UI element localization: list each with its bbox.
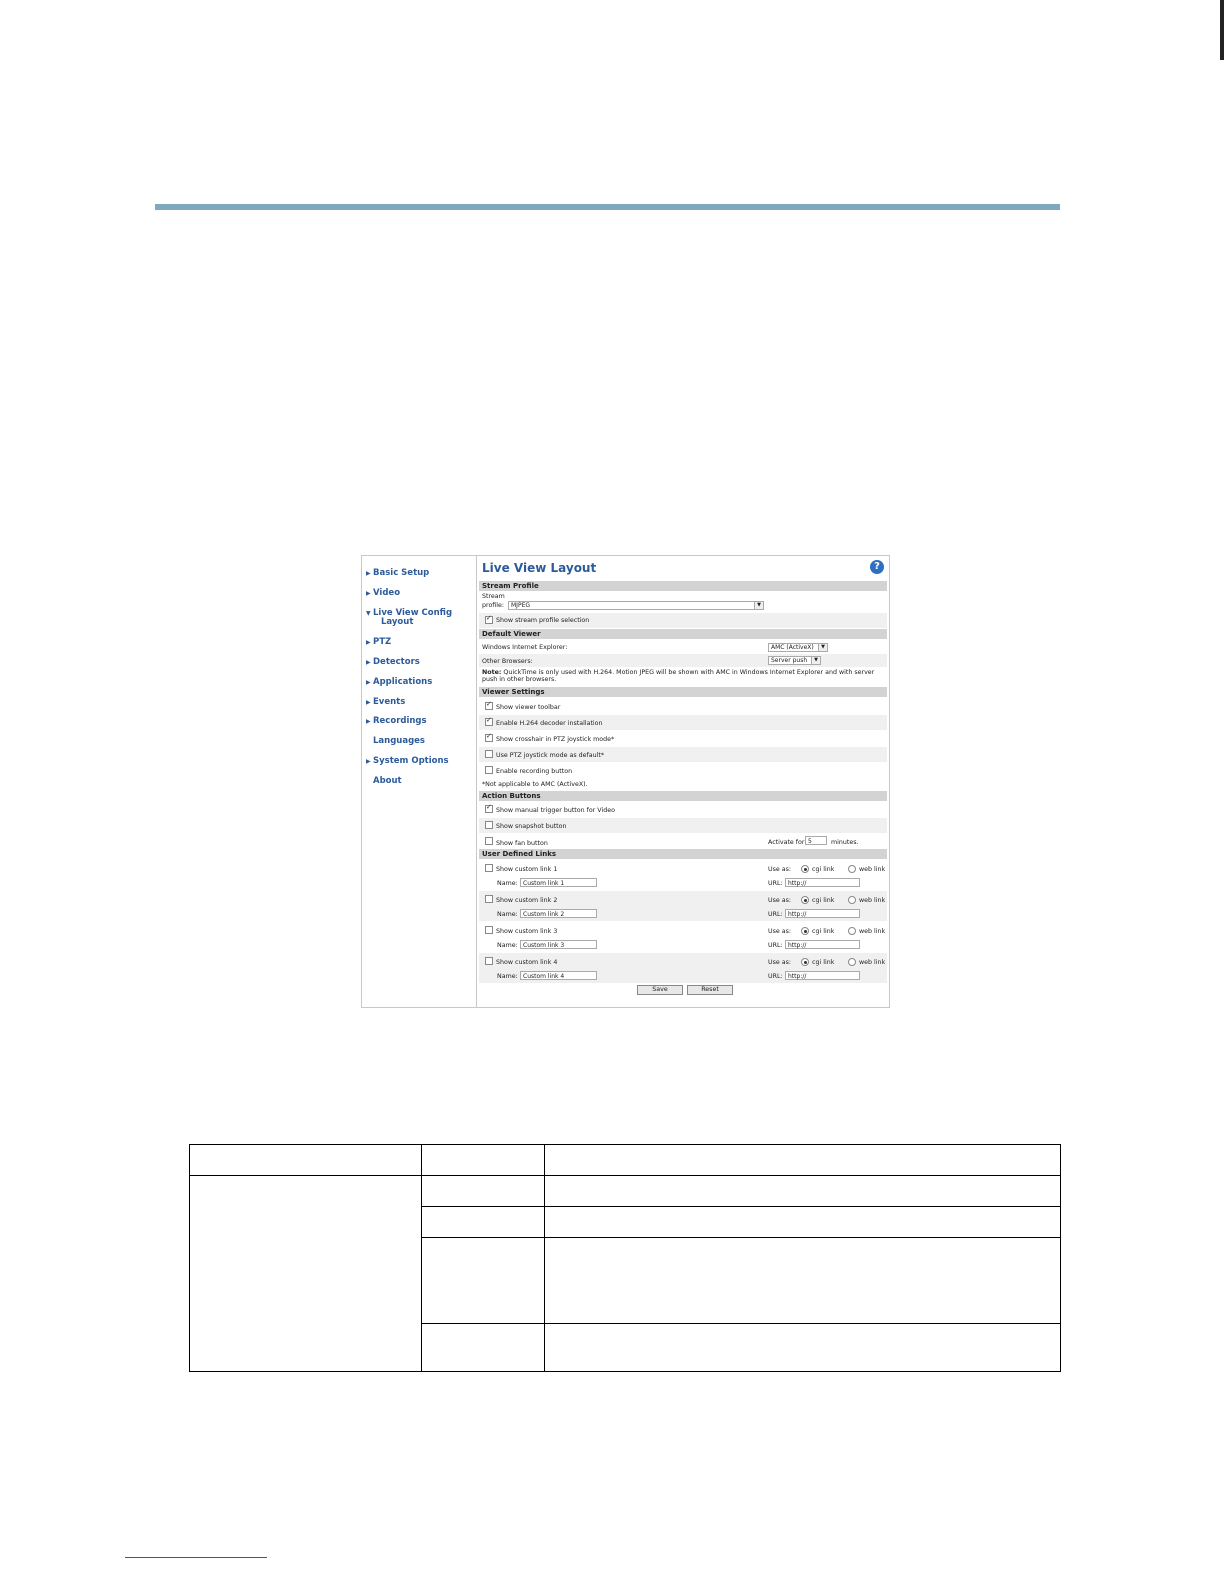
viewer-setting-row [479, 763, 887, 778]
caret-right-icon: ▶ [366, 718, 371, 725]
show-viewer-toolbar-checkbox[interactable] [485, 702, 493, 710]
show-stream-profile-label: Show stream profile selection [496, 617, 590, 624]
web-link-label: web link [859, 928, 886, 935]
sidebar [362, 556, 477, 1007]
sidebar-item-languages[interactable]: Languages [373, 736, 425, 746]
action-button-label: Show fan button [496, 840, 548, 847]
use-as-label: Use as: [768, 928, 792, 935]
custom-link-url-input[interactable]: http:// [785, 909, 860, 918]
custom-link-url-input[interactable]: http:// [785, 940, 860, 949]
table-cell [190, 1145, 422, 1176]
viewer-setting-label: Use PTZ joystick mode as default* [496, 752, 604, 759]
ie-viewer-select[interactable]: AMC (ActiveX) ▼ [768, 643, 828, 652]
other-browsers-select[interactable]: Server push ▼ [768, 656, 821, 665]
custom-link-name-input[interactable]: Custom link 1 [520, 878, 597, 887]
viewer-note-line2: push in other browsers. [482, 676, 557, 683]
fan-button-checkbox[interactable] [485, 837, 493, 845]
cgi-link-radio[interactable] [801, 865, 809, 873]
url-label: URL: [768, 880, 783, 887]
web-link-label: web link [859, 897, 886, 904]
footer-link-underline[interactable] [125, 1557, 267, 1558]
sidebar-item-detectors[interactable]: ▶ Detectors [366, 657, 420, 667]
name-label: Name: [497, 942, 518, 949]
custom-link-name-input[interactable]: Custom link 3 [520, 940, 597, 949]
sidebar-item-applications[interactable]: ▶ Applications [366, 677, 433, 687]
table-cell [422, 1238, 545, 1324]
section-action-buttons: Action Buttons [479, 791, 887, 801]
custom-link-checkbox[interactable] [485, 957, 493, 965]
cgi-link-label: cgi link [812, 959, 835, 966]
stream-profile-select[interactable]: MJPEG ▼ [508, 601, 764, 610]
url-label: URL: [768, 942, 783, 949]
chevron-down-icon: ▼ [754, 602, 763, 609]
action-button-label: Show snapshot button [496, 823, 567, 830]
custom-link-url-input[interactable]: http:// [785, 971, 860, 980]
sidebar-item-ptz[interactable]: ▶ PTZ [366, 637, 392, 647]
cgi-link-radio[interactable] [801, 927, 809, 935]
reset-button[interactable]: Reset [687, 985, 733, 995]
viewer-setting-label: Show viewer toolbar [496, 704, 561, 711]
table-cell [190, 1176, 422, 1372]
action-button-label: Show manual trigger button for Video [496, 807, 615, 814]
enable-h264-checkbox[interactable] [485, 718, 493, 726]
cgi-link-radio[interactable] [801, 958, 809, 966]
stream-profile-label-line1: Stream [482, 593, 505, 600]
name-label: Name: [497, 880, 518, 887]
activate-minutes-input[interactable]: 5 [805, 836, 827, 845]
web-link-radio[interactable] [848, 896, 856, 904]
custom-link-checkbox[interactable] [485, 895, 493, 903]
other-browsers-label: Other Browsers: [482, 658, 533, 665]
show-crosshair-checkbox[interactable] [485, 734, 493, 742]
activate-unit-label: minutes. [831, 839, 859, 846]
table-cell [545, 1145, 1061, 1176]
name-label: Name: [497, 973, 518, 980]
caret-right-icon: ▶ [366, 570, 371, 577]
page-title: Live View Layout [482, 561, 597, 575]
sidebar-item-video[interactable]: ▶ Video [366, 588, 401, 598]
action-button-row [479, 802, 887, 817]
custom-link-row [479, 891, 887, 921]
manual-trigger-checkbox[interactable] [485, 805, 493, 813]
help-icon[interactable]: ? [870, 560, 884, 574]
stream-profile-label-line2: profile: [482, 602, 505, 609]
caret-down-icon: ▼ [366, 610, 371, 617]
use-as-label: Use as: [768, 897, 792, 904]
use-as-label: Use as: [768, 959, 792, 966]
table-cell [422, 1145, 545, 1176]
cgi-link-label: cgi link [812, 866, 835, 873]
sidebar-item-live-view-config[interactable]: ▼ Live View Config [366, 608, 453, 618]
main-panel [479, 556, 887, 1007]
viewer-setting-label: Show crosshair in PTZ joystick mode* [496, 736, 615, 743]
ie-viewer-label: Windows Internet Explorer: [482, 644, 568, 651]
section-stream-profile: Stream Profile [479, 581, 887, 591]
action-button-row [479, 818, 887, 833]
activate-for-label: Activate for [768, 839, 805, 846]
sidebar-item-about[interactable]: About [373, 776, 402, 786]
name-label: Name: [497, 911, 518, 918]
cgi-link-label: cgi link [812, 928, 835, 935]
use-as-label: Use as: [768, 866, 792, 873]
caret-right-icon: ▶ [366, 659, 371, 666]
viewer-footnote: *Not applicable to AMC (ActiveX). [482, 781, 588, 788]
table-cell [422, 1324, 545, 1372]
table-cell [545, 1176, 1061, 1207]
action-button-row [479, 834, 887, 849]
header-rule [155, 204, 1060, 210]
caret-right-icon: ▶ [366, 758, 371, 765]
table-cell [422, 1207, 545, 1238]
custom-link-url-input[interactable]: http:// [785, 878, 860, 887]
custom-link-label: Show custom link 2 [496, 897, 558, 904]
custom-link-label: Show custom link 1 [496, 866, 558, 873]
viewer-setting-label: Enable recording button [496, 768, 573, 775]
viewer-setting-row [479, 747, 887, 762]
sidebar-item-basic-setup[interactable]: ▶ Basic Setup [366, 568, 430, 578]
page-edge-tab [1220, 0, 1224, 60]
stream-profile-selection-row [479, 613, 887, 628]
sidebar-item-layout[interactable]: Layout [381, 617, 414, 627]
custom-link-label: Show custom link 4 [496, 959, 558, 966]
table-cell [422, 1176, 545, 1207]
custom-link-name-input[interactable]: Custom link 2 [520, 909, 597, 918]
web-link-radio[interactable] [848, 958, 856, 966]
sidebar-item-events[interactable]: ▶ Events [366, 697, 406, 707]
web-link-radio[interactable] [848, 865, 856, 873]
save-button[interactable]: Save [637, 985, 683, 995]
caret-right-icon: ▶ [366, 639, 371, 646]
url-label: URL: [768, 973, 783, 980]
table-cell [545, 1238, 1061, 1324]
viewer-setting-row [479, 699, 887, 714]
viewer-setting-row [479, 731, 887, 746]
custom-link-row [479, 953, 887, 983]
caret-right-icon: ▶ [366, 699, 371, 706]
chevron-down-icon: ▼ [818, 644, 827, 651]
custom-link-checkbox[interactable] [485, 926, 493, 934]
table-row [190, 1145, 1061, 1176]
show-stream-profile-checkbox[interactable] [485, 616, 493, 624]
table-cell [545, 1324, 1061, 1372]
viewer-note-line1: Note: QuickTime is only used with H.264. Motion JPEG will be shown with AMC in Windows Internet Explorer and with server [482, 669, 875, 676]
cgi-link-label: cgi link [812, 897, 835, 904]
custom-link-label: Show custom link 3 [496, 928, 558, 935]
sidebar-item-recordings[interactable]: ▶ Recordings [366, 716, 427, 726]
url-label: URL: [768, 911, 783, 918]
caret-right-icon: ▶ [366, 679, 371, 686]
table-row [190, 1176, 1061, 1207]
other-browsers-row [479, 654, 887, 667]
web-link-radio[interactable] [848, 927, 856, 935]
custom-link-name-input[interactable]: Custom link 4 [520, 971, 597, 980]
caret-right-icon: ▶ [366, 590, 371, 597]
cgi-link-radio[interactable] [801, 896, 809, 904]
ptz-joystick-default-checkbox[interactable] [485, 750, 493, 758]
custom-link-checkbox[interactable] [485, 864, 493, 872]
custom-link-row [479, 922, 887, 952]
viewer-setting-row [479, 715, 887, 730]
viewer-setting-label: Enable H.264 decoder installation [496, 720, 603, 727]
enable-recording-checkbox[interactable] [485, 766, 493, 774]
snapshot-button-checkbox[interactable] [485, 821, 493, 829]
section-user-defined-links: User Defined Links [479, 849, 887, 859]
section-viewer-settings: Viewer Settings [479, 687, 887, 697]
custom-link-row [479, 860, 887, 890]
web-link-label: web link [859, 866, 886, 873]
screenshot-frame [361, 555, 890, 1008]
table-cell [545, 1207, 1061, 1238]
parameter-table [189, 1144, 1061, 1372]
web-link-label: web link [859, 959, 886, 966]
sidebar-item-system-options[interactable]: ▶ System Options [366, 756, 449, 766]
section-default-viewer: Default Viewer [479, 629, 887, 639]
chevron-down-icon: ▼ [811, 657, 820, 664]
